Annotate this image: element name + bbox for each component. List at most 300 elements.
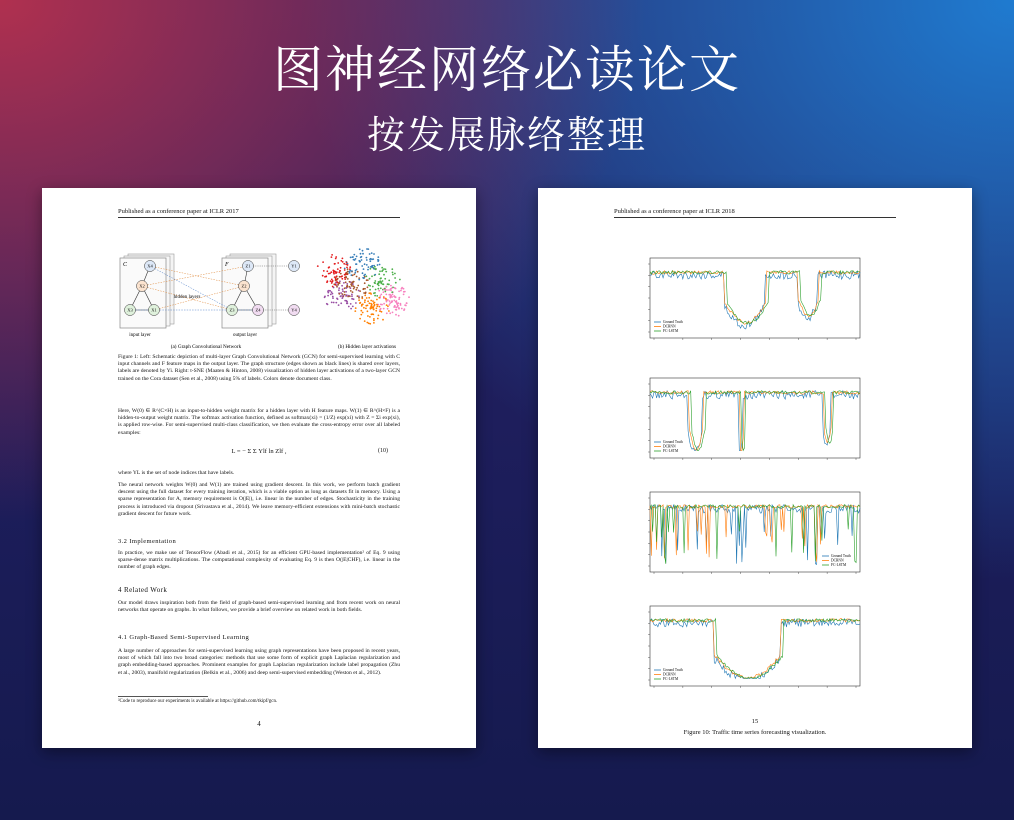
tsne-point bbox=[363, 268, 365, 270]
tsne-point bbox=[384, 288, 386, 290]
paragraph: where YL is the set of node indices that have labels. bbox=[118, 470, 235, 476]
tsne-point bbox=[368, 297, 370, 299]
tsne-point bbox=[333, 287, 335, 289]
tsne-point bbox=[396, 304, 398, 306]
tsne-point bbox=[369, 323, 371, 325]
tsne-point bbox=[398, 308, 400, 310]
paper-page-left bbox=[42, 188, 476, 748]
tsne-point bbox=[358, 299, 360, 301]
tsne-point bbox=[383, 268, 385, 270]
tsne-point bbox=[351, 282, 353, 284]
tsne-point bbox=[367, 279, 369, 281]
tsne-point bbox=[348, 306, 350, 308]
tsne-point bbox=[378, 297, 380, 299]
tsne-point bbox=[354, 310, 356, 312]
tsne-point bbox=[369, 253, 371, 255]
tsne-point bbox=[349, 272, 351, 274]
tsne-point bbox=[376, 299, 378, 301]
tsne-point bbox=[362, 288, 364, 290]
tsne-point bbox=[389, 312, 391, 314]
tsne-point bbox=[367, 315, 369, 317]
tsne-point bbox=[376, 307, 378, 309]
tsne-point bbox=[379, 306, 381, 308]
tsne-point bbox=[382, 319, 384, 321]
tsne-point bbox=[376, 295, 378, 297]
tsne-point bbox=[383, 274, 385, 276]
tsne-point bbox=[373, 309, 375, 311]
tsne-point bbox=[371, 305, 373, 307]
tsne-point bbox=[368, 284, 370, 286]
tsne-point bbox=[378, 315, 380, 317]
tsne-point bbox=[340, 292, 342, 294]
tsne-point bbox=[336, 286, 338, 288]
tsne-point bbox=[360, 253, 362, 255]
tsne-point bbox=[383, 291, 385, 293]
tsne-point bbox=[362, 312, 364, 314]
tsne-point bbox=[372, 286, 374, 288]
legend-label: Ground Truth bbox=[663, 440, 683, 445]
tsne-point bbox=[346, 272, 348, 274]
tsne-point bbox=[322, 275, 324, 277]
tsne-point bbox=[365, 308, 367, 310]
tsne-point bbox=[322, 261, 324, 263]
tsne-point bbox=[334, 276, 336, 278]
tsne-point bbox=[366, 297, 368, 299]
forecast-panel bbox=[648, 606, 860, 688]
tsne-point bbox=[351, 298, 353, 300]
tsne-point bbox=[338, 304, 340, 306]
output-layer-label: output layer bbox=[232, 333, 258, 338]
output-node-label: Z2 bbox=[241, 283, 247, 289]
tsne-point bbox=[385, 298, 387, 300]
tsne-point bbox=[388, 280, 390, 282]
tsne-point bbox=[361, 259, 363, 261]
tsne-point bbox=[331, 254, 333, 256]
tsne-point bbox=[328, 273, 330, 275]
tsne-point bbox=[350, 303, 352, 305]
tsne-point bbox=[338, 289, 340, 291]
tsne-point bbox=[392, 294, 394, 296]
tsne-point bbox=[386, 299, 388, 301]
tsne-point bbox=[395, 288, 397, 290]
tsne-point bbox=[352, 274, 354, 276]
equation: L = − Σ Σ Ylf ln Zlf , bbox=[231, 448, 287, 455]
hidden-layers-label: hidden layers bbox=[173, 295, 201, 300]
tsne-point bbox=[374, 292, 376, 294]
page-header: Published as a conference paper at ICLR 2017 bbox=[118, 208, 400, 218]
tsne-point bbox=[363, 277, 365, 279]
dcrnn-series bbox=[650, 505, 860, 562]
tsne-point bbox=[344, 269, 346, 271]
tsne-point bbox=[381, 281, 383, 283]
tsne-point bbox=[349, 268, 351, 270]
tsne-point bbox=[337, 282, 339, 284]
tsne-point bbox=[346, 283, 348, 285]
tsne-point bbox=[340, 260, 342, 262]
page-number: 15 bbox=[751, 718, 759, 725]
dcrnn-series bbox=[650, 271, 860, 325]
tsne-point bbox=[352, 285, 354, 287]
tsne-point bbox=[335, 284, 337, 286]
tsne-point bbox=[371, 307, 373, 309]
tsne-point bbox=[369, 289, 371, 291]
tsne-point bbox=[343, 263, 345, 265]
tsne-point bbox=[327, 292, 329, 294]
tsne-point bbox=[395, 309, 397, 311]
paragraph: A large number of approaches for semi-supervised learning using graph representations have been proposed in recent years, most of which fall into two broad categories: methods that use some form of explicit graph Laplacian regularization and graph embedding-based approaches. Prominent examples for graph Laplacian regularization include label propagation (Zhu et al., 2003), manifold regularization (Belkin et al., 2006) and deep semi-supervised embedding (Weston et al., 2012). bbox=[118, 648, 400, 676]
legend-label: DCRNN bbox=[831, 558, 844, 563]
tsne-point bbox=[374, 266, 376, 268]
tsne-point bbox=[332, 296, 334, 298]
tsne-point bbox=[340, 267, 342, 269]
tsne-point bbox=[362, 253, 364, 255]
tsne-point bbox=[317, 265, 319, 267]
tsne-point bbox=[371, 275, 373, 277]
tsne-point bbox=[386, 312, 388, 314]
tsne-point bbox=[394, 277, 396, 279]
tsne-point bbox=[353, 259, 355, 261]
tsne-point bbox=[332, 280, 334, 282]
tsne-point bbox=[344, 278, 346, 280]
tsne-point bbox=[364, 288, 366, 290]
tsne-point bbox=[375, 269, 377, 271]
tsne-point bbox=[395, 314, 397, 316]
tsne-point bbox=[380, 294, 382, 296]
tsne-point bbox=[358, 297, 360, 299]
tsne-point bbox=[391, 287, 393, 289]
equation-number: (10) bbox=[378, 448, 388, 454]
tsne-point bbox=[359, 261, 361, 263]
tsne-point bbox=[352, 291, 354, 293]
tsne-point bbox=[373, 320, 375, 322]
output-feature-label: F bbox=[225, 262, 229, 268]
legend-label: DCRNN bbox=[663, 672, 676, 677]
section-heading: 4 Related Work bbox=[118, 586, 168, 594]
forecast-panel bbox=[648, 258, 860, 340]
tsne-point bbox=[350, 308, 352, 310]
tsne-point bbox=[385, 271, 387, 273]
tsne-point bbox=[374, 282, 376, 284]
tsne-point bbox=[343, 282, 345, 284]
tsne-scatter bbox=[317, 248, 410, 325]
tsne-point bbox=[370, 293, 372, 295]
tsne-point bbox=[352, 256, 354, 258]
tsne-point bbox=[406, 302, 408, 304]
tsne-point bbox=[405, 305, 407, 307]
tsne-point bbox=[333, 270, 335, 272]
tsne-point bbox=[363, 292, 365, 294]
tsne-point bbox=[392, 312, 394, 314]
tsne-point bbox=[377, 318, 379, 320]
tsne-point bbox=[349, 281, 351, 283]
tsne-point bbox=[334, 263, 336, 265]
tsne-point bbox=[349, 286, 351, 288]
label-node-text: Y4 bbox=[291, 307, 297, 313]
tsne-point bbox=[357, 295, 359, 297]
tsne-point bbox=[354, 272, 356, 274]
tsne-point bbox=[378, 273, 380, 275]
tsne-point bbox=[363, 307, 365, 309]
tsne-point bbox=[366, 264, 368, 266]
tsne-point bbox=[384, 291, 386, 293]
tsne-point bbox=[375, 310, 377, 312]
tsne-point bbox=[361, 296, 363, 298]
tsne-point bbox=[339, 280, 341, 282]
output-node-label: Z1 bbox=[245, 263, 251, 269]
tsne-point bbox=[369, 302, 371, 304]
tsne-point bbox=[387, 305, 389, 307]
tsne-point bbox=[374, 295, 376, 297]
tsne-point bbox=[383, 283, 385, 285]
tsne-point bbox=[336, 275, 338, 277]
tsne-point bbox=[340, 273, 342, 275]
tsne-point bbox=[340, 302, 342, 304]
tsne-point bbox=[374, 280, 376, 282]
tsne-point bbox=[364, 320, 366, 322]
page-header: Published as a conference paper at ICLR 2018 bbox=[614, 208, 896, 218]
tsne-point bbox=[394, 296, 396, 298]
tsne-point bbox=[341, 278, 343, 280]
tsne-point bbox=[330, 280, 332, 282]
tsne-point bbox=[352, 306, 354, 308]
tsne-point bbox=[401, 308, 403, 310]
tsne-point bbox=[325, 276, 327, 278]
paragraph: Here, W(0) ∈ R^(C×H) is an input-to-hidden weight matrix for a hidden layer with H feature maps. W(1) ∈ R^(H×F) is a hidden-to-output weight matrix. The softmax activation function, defined as softmax(xi) = (1/Z) exp(xi) with Z = Σi exp(xi), is applied row-wise. For semi-supervised multi-class classification, we then evaluate the cross-entropy error over all labeled examples: bbox=[118, 408, 400, 436]
tsne-point bbox=[355, 307, 357, 309]
tsne-point bbox=[364, 295, 366, 297]
tsne-point bbox=[380, 278, 382, 280]
tsne-point bbox=[364, 263, 366, 265]
tsne-point bbox=[351, 294, 353, 296]
input-layer-label: input layer bbox=[129, 333, 151, 338]
tsne-point bbox=[360, 314, 362, 316]
tsne-point bbox=[342, 290, 344, 292]
tsne-point bbox=[362, 272, 364, 274]
tsne-point bbox=[388, 310, 390, 312]
tsne-point bbox=[345, 277, 347, 279]
tsne-point bbox=[389, 294, 391, 296]
tsne-point bbox=[339, 282, 341, 284]
forecast-panel bbox=[648, 378, 860, 460]
tsne-point bbox=[364, 301, 366, 303]
tsne-point bbox=[331, 282, 333, 284]
tsne-point bbox=[350, 290, 352, 292]
tsne-point bbox=[399, 297, 401, 299]
legend-label: FC-LSTM bbox=[663, 677, 679, 682]
tsne-point bbox=[349, 266, 351, 268]
tsne-point bbox=[366, 322, 368, 324]
tsne-point bbox=[335, 280, 337, 282]
tsne-point bbox=[369, 258, 371, 260]
tsne-point bbox=[391, 300, 393, 302]
tsne-point bbox=[401, 288, 403, 290]
tsne-point bbox=[403, 294, 405, 296]
tsne-point bbox=[329, 290, 331, 292]
tsne-point bbox=[373, 322, 375, 324]
tsne-point bbox=[345, 291, 347, 293]
tsne-point bbox=[391, 296, 393, 298]
tsne-point bbox=[365, 292, 367, 294]
tsne-point bbox=[340, 296, 342, 298]
tsne-point bbox=[327, 295, 329, 297]
tsne-point bbox=[372, 258, 374, 260]
tsne-point bbox=[393, 306, 395, 308]
tsne-point bbox=[355, 263, 357, 265]
tsne-point bbox=[398, 290, 400, 292]
tsne-point bbox=[385, 294, 387, 296]
caption-a: (a) Graph Convolutional Network bbox=[170, 344, 242, 350]
tsne-point bbox=[347, 268, 349, 270]
tsne-point bbox=[367, 269, 369, 271]
tsne-point bbox=[354, 274, 356, 276]
tsne-point bbox=[364, 299, 366, 301]
tsne-point bbox=[378, 290, 380, 292]
tsne-point bbox=[377, 264, 379, 266]
tsne-point bbox=[346, 285, 348, 287]
tsne-point bbox=[373, 253, 375, 255]
tsne-point bbox=[369, 278, 371, 280]
tsne-point bbox=[332, 293, 334, 295]
tsne-point bbox=[367, 286, 369, 288]
tsne-point bbox=[397, 306, 399, 308]
tsne-point bbox=[381, 311, 383, 313]
tsne-point bbox=[385, 268, 387, 270]
tsne-point bbox=[344, 274, 346, 276]
tsne-point bbox=[349, 270, 351, 272]
tsne-point bbox=[394, 273, 396, 275]
tsne-point bbox=[389, 300, 391, 302]
tsne-point bbox=[344, 291, 346, 293]
tsne-point bbox=[379, 264, 381, 266]
paragraph: Our model draws inspiration both from the field of graph-based semi-supervised learning and from recent work on neural networks that operate on graphs. In what follows, we provide a brief overview on related work in both fields. bbox=[118, 600, 400, 614]
tsne-point bbox=[331, 256, 333, 258]
tsne-point bbox=[356, 269, 358, 271]
tsne-point bbox=[360, 310, 362, 312]
tsne-point bbox=[361, 256, 363, 258]
tsne-point bbox=[376, 304, 378, 306]
tsne-point bbox=[323, 270, 325, 272]
paragraph: In practice, we make use of TensorFlow (Abadi et al., 2015) for an efficient GPU-based implementation² of Eq. 9 using sparse-dense matrix multiplications. The computational complexity of evaluating Eq. 9 is then O(|E|CHF), i.e. linear in the number of graph edges. bbox=[118, 550, 400, 571]
tsne-point bbox=[342, 258, 344, 260]
tsne-point bbox=[351, 285, 353, 287]
tsne-point bbox=[359, 248, 361, 250]
tsne-point bbox=[379, 309, 381, 311]
input-node-label: X1 bbox=[151, 307, 157, 313]
tsne-point bbox=[364, 282, 366, 284]
tsne-point bbox=[404, 308, 406, 310]
tsne-point bbox=[344, 294, 346, 296]
tsne-point bbox=[324, 296, 326, 298]
fclstm-series bbox=[650, 505, 860, 564]
tsne-point bbox=[353, 288, 355, 290]
tsne-point bbox=[366, 248, 368, 250]
tsne-point bbox=[392, 272, 394, 274]
tsne-point bbox=[361, 305, 363, 307]
tsne-point bbox=[393, 300, 395, 302]
tsne-point bbox=[381, 267, 383, 269]
tsne-point bbox=[355, 258, 357, 260]
tsne-point bbox=[355, 302, 357, 304]
tsne-point bbox=[339, 270, 341, 272]
tsne-point bbox=[347, 264, 349, 266]
input-channel-label: C bbox=[123, 262, 128, 268]
output-node-label: Z3 bbox=[229, 307, 235, 313]
tsne-point bbox=[376, 305, 378, 307]
tsne-point bbox=[368, 266, 370, 268]
tsne-point bbox=[387, 308, 389, 310]
tsne-point bbox=[377, 259, 379, 261]
tsne-point bbox=[367, 300, 369, 302]
tsne-point bbox=[390, 285, 392, 287]
legend-label: FC-LSTM bbox=[663, 449, 679, 454]
legend-label: Ground Truth bbox=[831, 554, 851, 559]
tsne-point bbox=[330, 271, 332, 273]
tsne-point bbox=[356, 287, 358, 289]
tsne-point bbox=[330, 294, 332, 296]
tsne-point bbox=[333, 302, 335, 304]
input-node-label: X4 bbox=[147, 263, 153, 269]
tsne-point bbox=[351, 295, 353, 297]
tsne-point bbox=[399, 279, 401, 281]
figure-10-caption: Figure 10: Traffic time series forecasting visualization. bbox=[683, 729, 827, 736]
tsne-point bbox=[344, 268, 346, 270]
tsne-point bbox=[366, 259, 368, 261]
tsne-point bbox=[391, 291, 393, 293]
tsne-point bbox=[381, 270, 383, 272]
section-heading: 4.1 Graph-Based Semi-Supervised Learning bbox=[118, 634, 250, 641]
tsne-point bbox=[337, 298, 339, 300]
tsne-point bbox=[400, 304, 402, 306]
tsne-point bbox=[371, 252, 373, 254]
tsne-point bbox=[338, 287, 340, 289]
tsne-point bbox=[335, 256, 337, 258]
tsne-point bbox=[336, 271, 338, 273]
legend-label: Ground Truth bbox=[663, 320, 683, 325]
tsne-point bbox=[358, 290, 360, 292]
tsne-point bbox=[346, 267, 348, 269]
tsne-point bbox=[373, 268, 375, 270]
figure-1-caption: Figure 1: Left: Schematic depiction of multi-layer Graph Convolutional Network (GCN) for semi-supervised learning with C input channels and F feature maps in the output layer. The graph structure (edges shown as black lines) is shared over layers, labels are denoted by Yi. Right: t-SNE (Maaten & Hinton, 2008) visualization of hidden layer activations of a two-layer GCN trained on the Cora dataset (Sen et al., 2008) using 5% of labels. Colors denote document class. bbox=[118, 354, 400, 382]
tsne-point bbox=[357, 285, 359, 287]
tsne-point bbox=[357, 271, 359, 273]
tsne-point bbox=[377, 288, 379, 290]
tsne-point bbox=[392, 274, 394, 276]
tsne-point bbox=[395, 301, 397, 303]
tsne-point bbox=[341, 275, 343, 277]
tsne-point bbox=[350, 257, 352, 259]
tsne-point bbox=[353, 254, 355, 256]
label-node-text: Y1 bbox=[291, 263, 297, 269]
footnote: ²Code to reproduce our experiments is available at https://github.com/tkipf/gcn. bbox=[118, 699, 278, 704]
legend-label: FC-LSTM bbox=[831, 563, 847, 568]
section-heading: 3.2 Implementation bbox=[118, 538, 177, 545]
tsne-point bbox=[346, 300, 348, 302]
tsne-point bbox=[377, 283, 379, 285]
tsne-point bbox=[338, 293, 340, 295]
tsne-point bbox=[362, 250, 364, 252]
tsne-point bbox=[380, 287, 382, 289]
tsne-point bbox=[395, 282, 397, 284]
legend-label: Ground Truth bbox=[663, 668, 683, 673]
tsne-point bbox=[374, 274, 376, 276]
tsne-point bbox=[370, 300, 372, 302]
tsne-point bbox=[379, 270, 381, 272]
tsne-point bbox=[366, 257, 368, 259]
tsne-point bbox=[370, 266, 372, 268]
tsne-point bbox=[367, 305, 369, 307]
input-node-label: X2 bbox=[139, 283, 145, 289]
tsne-point bbox=[379, 295, 381, 297]
